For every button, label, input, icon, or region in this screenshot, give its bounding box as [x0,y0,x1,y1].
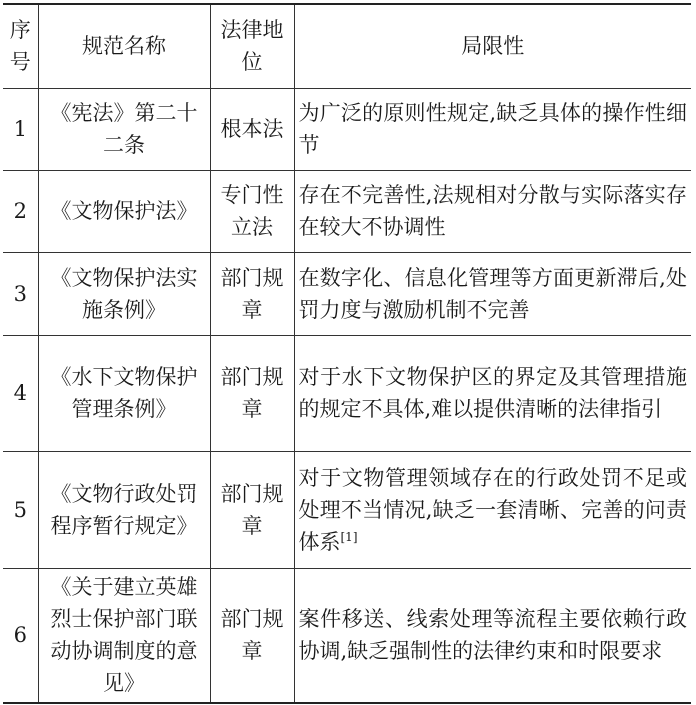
limitation-text: 对于水下文物保护区的界定及其管理措施的规定不具体,难以提供清晰的法律指引 [298,365,687,421]
row-name: 《文物行政处罚程序暂行规定》 [38,451,210,568]
row-status: 部门规章 [210,335,294,451]
row-name: 《水下文物保护管理条例》 [38,335,210,451]
row-status: 专门性立法 [210,170,294,252]
row-name: 《文物保护法实施条例》 [38,252,210,335]
row-index: 5 [3,451,38,568]
table-row [3,170,691,252]
row-name: 《关于建立英雄烈士保护部门联动协调制度的意见》 [38,568,210,703]
row-limitation [294,451,691,568]
row-index: 4 [3,335,38,451]
row-status: 根本法 [210,88,294,170]
header-name: 规范名称 [38,4,210,88]
limitation-text: 案件移送、线索处理等流程主要依赖行政协调,缺乏强制性的法律约束和时限要求 [298,607,687,664]
limitation-text: 在数字化、信息化管理等方面更新滞后,处罚力度与激励机制不完善 [298,265,687,322]
row-limitation [294,88,691,170]
row-limitation [294,568,691,703]
limitation-text: 对于文物管理领域存在的行政处罚不足或处理不当情况,缺乏一套清晰、完善的问责体系 [298,465,687,554]
row-index: 2 [3,170,38,252]
citation-ref: [1] [340,529,358,544]
table-row [3,451,691,568]
row-status: 部门规章 [210,252,294,335]
header-limitation: 局限性 [294,4,691,88]
header-row [3,4,691,88]
table-row [3,88,691,170]
header-index: 序号 [3,4,38,88]
table-row [3,335,691,451]
header-status: 法律地位 [210,4,294,88]
limitation-text: 存在不完善性,法规相对分散与实际落实存在较大不协调性 [298,183,687,239]
table-row [3,252,691,335]
row-index: 6 [3,568,38,703]
row-limitation [294,170,691,252]
table-row [3,568,691,703]
row-name: 《文物保护法》 [38,170,210,252]
row-limitation [294,335,691,451]
row-index: 3 [3,252,38,335]
row-name: 《宪法》第二十二条 [38,88,210,170]
row-status: 部门规章 [210,451,294,568]
row-index: 1 [3,88,38,170]
limitation-text: 为广泛的原则性规定,缺乏具体的操作性细节 [298,101,687,157]
row-limitation [294,252,691,335]
row-status: 部门规章 [210,568,294,703]
regulations-table [3,3,691,704]
